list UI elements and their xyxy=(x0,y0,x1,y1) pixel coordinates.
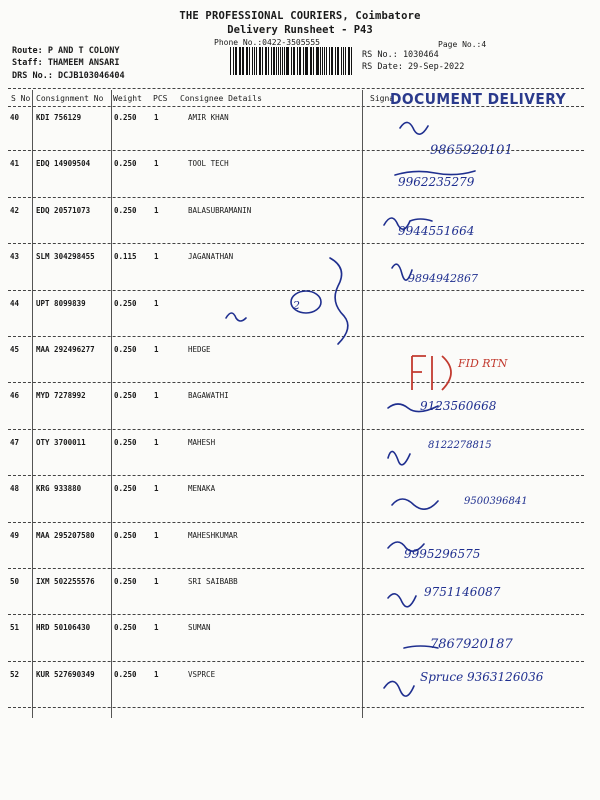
row-consignee: JAGANATHAN xyxy=(188,252,234,262)
row-consignment: SLM 304298455 xyxy=(36,252,95,262)
row-consignment: KDI 756129 xyxy=(36,113,82,122)
col-weight: Weight xyxy=(113,94,142,103)
row-consignment: IXM 502255576 xyxy=(36,577,95,586)
row-consignment: MAA 292496277 xyxy=(36,345,95,354)
row-weight: 0.250 xyxy=(114,484,137,494)
row-pcs: 1 xyxy=(154,298,159,308)
row-pcs: 1 xyxy=(154,623,159,633)
row-weight: 0.250 xyxy=(114,669,137,679)
row-consignment: MYD 7278992 xyxy=(36,391,86,401)
row-consignment: KRG 933880 xyxy=(36,484,82,494)
row-handwritten-note: 9894942867 xyxy=(408,272,478,286)
row-weight: 0.250 xyxy=(114,113,137,122)
row-consignee: MENAKA xyxy=(188,484,216,494)
row-pcs: 1 xyxy=(154,577,159,586)
row-consignee: MAHESHKUMAR xyxy=(188,530,238,540)
row-sno: 40 xyxy=(10,113,20,122)
row-sno: 50 xyxy=(10,577,20,586)
row-pcs: 1 xyxy=(154,484,159,494)
row-handwritten-note: FID RTN xyxy=(458,357,508,370)
row-sno: 44 xyxy=(10,298,20,308)
row-consignment: HRD 50106430 xyxy=(36,623,91,633)
row-handwritten-note: 9751146087 xyxy=(424,585,501,599)
row-handwritten-note: 9962235279 xyxy=(398,175,475,190)
row-pcs: 1 xyxy=(154,530,159,540)
row-handwritten-note: 9995296575 xyxy=(404,546,481,561)
row-weight: 0.250 xyxy=(114,437,137,447)
row-handwritten-note: 7867920187 xyxy=(430,637,513,653)
row-weight: 0.250 xyxy=(114,298,137,308)
row-pcs: 1 xyxy=(154,205,159,215)
row-consignee: BALASUBRAMANIN xyxy=(188,205,252,215)
staff-label: Staff: THAMEEM ANSARI xyxy=(12,58,120,68)
row-consignment: OTY 3700011 xyxy=(36,437,86,447)
row-handwritten-note: 9944551664 xyxy=(398,223,475,238)
row-consignment: EDQ 20571073 xyxy=(36,205,91,215)
drs-number: DRS No.: DCJB103046404 xyxy=(12,71,125,81)
row-consignee: HEDGE xyxy=(188,345,211,354)
row-consignee: SRI SAIBABB xyxy=(188,577,238,586)
row-sno: 46 xyxy=(10,391,20,401)
row-consignment: EDQ 14909504 xyxy=(36,159,91,169)
row-sno: 41 xyxy=(10,159,20,169)
row-consignee: TOOL TECH xyxy=(188,159,229,169)
row-pcs: 1 xyxy=(154,437,159,447)
page-number: Page No.:4 xyxy=(438,40,487,49)
row-consignment: UPT 8099839 xyxy=(36,298,86,308)
document-delivery-stamp: DOCUMENT DELIVERY xyxy=(390,90,567,108)
row-weight: 0.250 xyxy=(114,623,137,633)
row-pcs: 1 xyxy=(154,345,159,354)
row-weight: 0.250 xyxy=(114,205,137,215)
row-pcs: 1 xyxy=(154,252,159,262)
col-pcs: PCS xyxy=(153,94,168,103)
row-sno: 42 xyxy=(10,205,20,215)
row-pcs: 1 xyxy=(154,391,159,401)
row-pcs: 1 xyxy=(154,159,159,169)
row-handwritten-note: Spruce 9363126036 xyxy=(420,669,544,684)
row-weight: 0.250 xyxy=(114,530,137,540)
row-weight: 0.250 xyxy=(114,345,137,354)
row-handwritten-note: 8122278815 xyxy=(428,439,492,451)
rs-number: RS No.: 1030464 xyxy=(362,50,439,60)
row-sno: 47 xyxy=(10,437,20,447)
row-handwritten-note: 9500396841 xyxy=(464,496,528,508)
row-consignee: BAGAWATHI xyxy=(188,391,229,401)
row-handwritten-note: 2 xyxy=(293,298,300,312)
row-consignee: AMIR KHAN xyxy=(188,113,229,122)
row-pcs: 1 xyxy=(154,113,159,122)
row-sno: 51 xyxy=(10,623,20,633)
row-weight: 0.250 xyxy=(114,391,137,401)
row-consignment: KUR 527690349 xyxy=(36,669,95,679)
col-consignment: Consignment No xyxy=(36,94,104,103)
row-handwritten-note: 9123560668 xyxy=(420,399,497,414)
row-consignee: SUMAN xyxy=(188,623,211,633)
col-consignee: Consignee Details xyxy=(180,94,262,103)
row-sno: 49 xyxy=(10,530,20,540)
row-consignment: MAA 295207580 xyxy=(36,530,95,540)
col-sno: S No xyxy=(11,94,31,103)
company-title: THE PROFESSIONAL COURIERS, Coimbatore xyxy=(179,10,421,22)
row-handwritten-note: 9865920101 xyxy=(430,143,513,158)
route-label: Route: P AND T COLONY xyxy=(12,46,120,56)
row-consignee: MAHESH xyxy=(188,437,216,447)
row-consignee: VSPRCE xyxy=(188,669,216,679)
row-sno: 43 xyxy=(10,252,20,262)
row-sno: 48 xyxy=(10,484,20,494)
row-weight: 0.115 xyxy=(114,252,137,262)
col-signature: Signa xyxy=(370,94,395,103)
row-sno: 52 xyxy=(10,669,20,679)
row-weight: 0.250 xyxy=(114,159,137,169)
row-pcs: 1 xyxy=(154,669,159,679)
runsheet-title: Delivery Runsheet - P43 xyxy=(227,24,373,36)
row-weight: 0.250 xyxy=(114,577,137,586)
rs-date: RS Date: 29-Sep-2022 xyxy=(362,62,465,72)
row-sno: 45 xyxy=(10,345,20,354)
phone-number: Phone No.:0422-3505555 xyxy=(214,38,320,47)
